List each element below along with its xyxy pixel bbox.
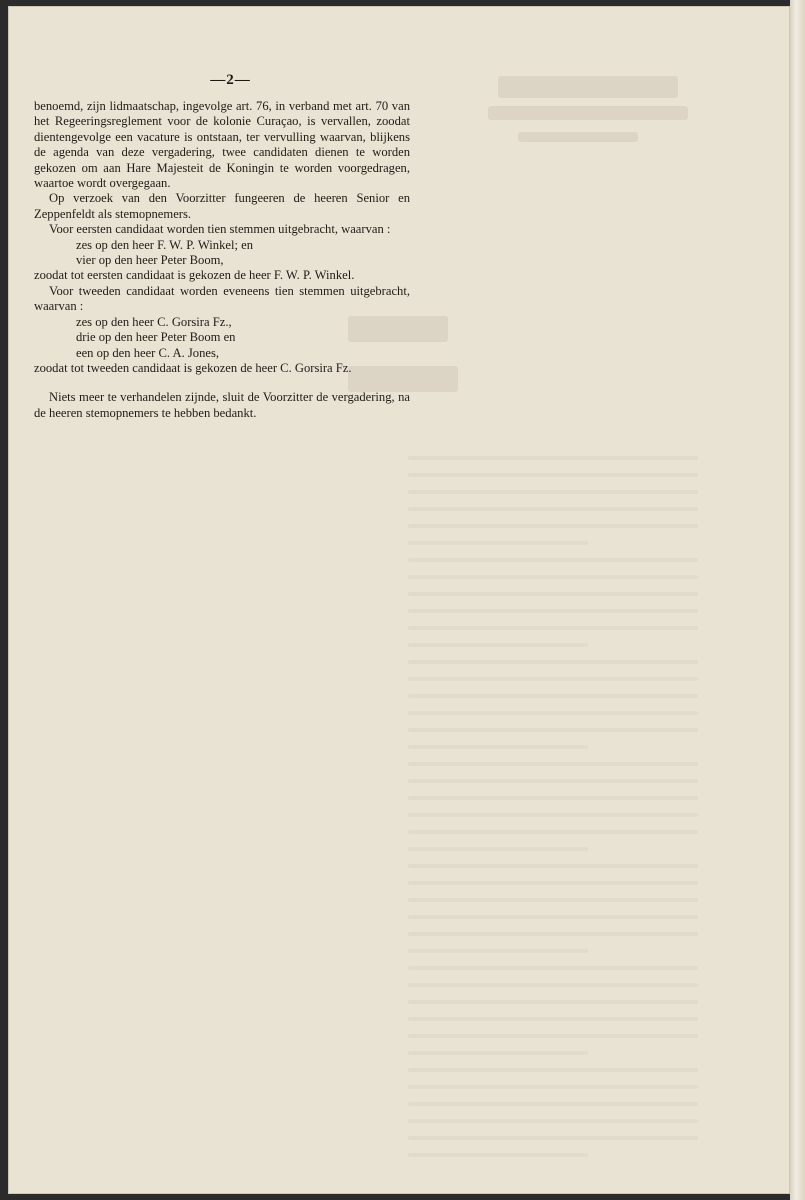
bleed-mark bbox=[408, 1085, 698, 1089]
page-number: —2— bbox=[210, 72, 251, 88]
vote-line: zes op den heer C. Gorsira Fz., bbox=[76, 314, 232, 329]
bleed-mark bbox=[408, 1119, 698, 1123]
bleed-mark bbox=[408, 643, 588, 647]
bleed-mark bbox=[408, 949, 588, 953]
bleed-mark bbox=[408, 830, 698, 834]
paragraph: Voor eersten candidaat worden tien stemmen uitgebracht, waarvan : bbox=[49, 222, 391, 237]
vote-line: een op den heer C. A. Jones, bbox=[76, 345, 220, 360]
paragraph: zoodat tot tweeden candidaat is gekozen de heer C. Gorsira Fz. bbox=[34, 360, 352, 375]
bleed-mark bbox=[408, 1136, 698, 1140]
bleed-mark bbox=[408, 1051, 588, 1055]
body-text bbox=[34, 99, 410, 421]
bleed-mark bbox=[408, 558, 698, 562]
bleed-mark bbox=[498, 76, 678, 98]
bleed-mark bbox=[408, 966, 698, 970]
bleed-mark bbox=[408, 626, 698, 630]
bleed-mark bbox=[408, 694, 698, 698]
bleed-mark bbox=[408, 796, 698, 800]
bleed-mark bbox=[408, 898, 698, 902]
paragraph: benoemd, zijn lidmaatschap, ingevolge art. 76, in verband met art. 70 van het Regeeringsreglement voor de kolonie Curaçao, is vervallen, zoodat dientengevolge een vacature is ontstaan, ter vervulling waarvan, blijkens de agenda van deze vergadering, twee candidaten dienen te worden gekozen om aan Hare Majesteit de Koningin te worden voorgedragen, waartoe wordt overgegaan. bbox=[34, 99, 410, 191]
bleed-mark bbox=[408, 473, 698, 477]
bleed-mark bbox=[408, 779, 698, 783]
bleed-mark bbox=[408, 728, 698, 732]
page-edge bbox=[790, 0, 805, 1200]
paragraph: Op verzoek van den Voorzitter fungeeren de heeren Senior en Zeppenfeldt als stemopnemers. bbox=[34, 191, 410, 221]
bleed-mark bbox=[408, 813, 698, 817]
bleed-mark bbox=[408, 915, 698, 919]
bleed-mark bbox=[408, 864, 698, 868]
bleed-mark bbox=[408, 1153, 588, 1157]
bleed-mark bbox=[408, 1017, 698, 1021]
bleed-mark bbox=[408, 490, 698, 494]
bleed-mark bbox=[408, 1034, 698, 1038]
bleed-mark bbox=[408, 711, 698, 715]
bleed-mark bbox=[408, 1068, 698, 1072]
bleed-mark bbox=[408, 609, 698, 613]
bleed-mark bbox=[408, 456, 698, 460]
vote-line: vier op den heer Peter Boom, bbox=[76, 253, 224, 268]
bleed-mark bbox=[408, 592, 698, 596]
bleed-mark bbox=[408, 983, 698, 987]
bleed-mark bbox=[408, 847, 588, 851]
bleed-mark bbox=[408, 524, 698, 528]
bleed-mark bbox=[408, 575, 698, 579]
bleed-mark bbox=[408, 677, 698, 681]
document-page bbox=[8, 6, 790, 1194]
vote-line: drie op den heer Peter Boom en bbox=[76, 330, 236, 345]
paragraph: zoodat tot eersten candidaat is gekozen de heer F. W. P. Winkel. bbox=[34, 268, 355, 283]
bleed-mark bbox=[408, 932, 698, 936]
bleed-mark bbox=[408, 507, 698, 511]
bleed-mark bbox=[408, 881, 698, 885]
bleed-mark bbox=[408, 541, 588, 545]
bleed-mark bbox=[408, 745, 588, 749]
bleed-mark bbox=[488, 106, 688, 120]
bleed-mark bbox=[408, 1000, 698, 1004]
paragraph-gap bbox=[34, 376, 410, 390]
paragraph: Voor tweeden candidaat worden eveneens tien stemmen uitgebracht, waarvan : bbox=[34, 283, 410, 314]
paragraph: Niets meer te verhandelen zijnde, sluit de Voorzitter de vergadering, na de heeren stemopnemers te hebben bedankt. bbox=[34, 390, 410, 420]
vote-line: zes op den heer F. W. P. Winkel; en bbox=[76, 237, 253, 252]
bleed-mark bbox=[408, 762, 698, 766]
bleed-mark bbox=[518, 132, 638, 142]
bleed-mark bbox=[408, 660, 698, 664]
bleed-mark bbox=[408, 1102, 698, 1106]
